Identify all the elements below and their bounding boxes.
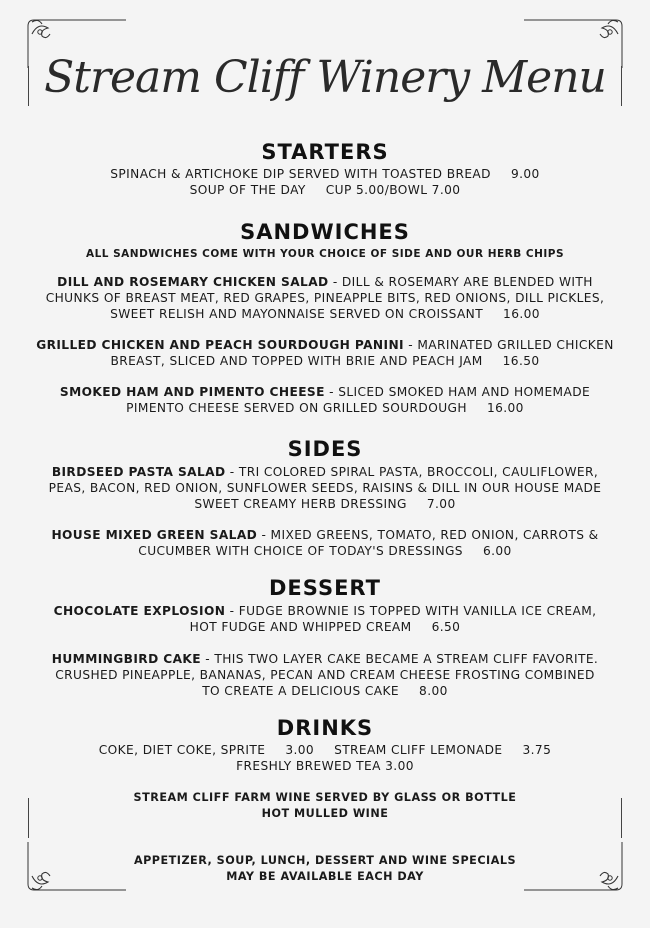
- item-desc: - DILL & ROSEMARY ARE BLENDED WITH: [328, 275, 593, 289]
- item-name: BIRDSEED PASTA SALAD: [51, 465, 226, 479]
- item-price: 8.00: [419, 684, 448, 698]
- starter-item: [20, 182, 630, 198]
- sandwich-item: [20, 337, 630, 353]
- drink-items: [20, 742, 630, 758]
- item-desc: - FUDGE BROWNIE IS TOPPED WITH VANILLA ICE CREAM,: [225, 604, 597, 618]
- item-name: HOUSE MIXED GREEN SALAD: [51, 528, 258, 542]
- item-name: SPINACH & ARTICHOKE DIP SERVED WITH TOASTED BREAD: [110, 167, 491, 181]
- item-name: FRESHLY BREWED TEA: [236, 759, 381, 773]
- item-name: DILL AND ROSEMARY CHICKEN SALAD: [57, 275, 329, 289]
- item-desc-line: CHUNKS OF BREAST MEAT, RED GRAPES, PINEAPPLE BITS, RED ONIONS, DILL PICKLES,: [45, 291, 605, 305]
- item-price: 3.00: [285, 743, 315, 757]
- dessert-item: [20, 651, 630, 667]
- dessert-item: [20, 603, 630, 619]
- item-desc-line: [20, 496, 630, 512]
- item-desc-line: [20, 306, 630, 322]
- item-desc: PIMENTO CHEESE SERVED ON GRILLED SOURDOUGH: [126, 401, 467, 415]
- item-price: 16.50: [502, 354, 540, 368]
- item-name: SOUP OF THE DAY: [189, 183, 306, 197]
- sandwiches-note: ALL SANDWICHES COME WITH YOUR CHOICE OF SIDE AND OUR HERB CHIPS: [85, 248, 565, 260]
- drink-items: [20, 758, 630, 774]
- item-desc: - MIXED GREENS, TOMATO, RED ONION, CARROTS &: [257, 528, 599, 542]
- section-heading-sandwiches: SANDWICHES: [240, 220, 410, 244]
- item-price: 16.00: [486, 401, 524, 415]
- sandwich-item: [20, 274, 630, 290]
- item-desc: HOT FUDGE AND WHIPPED CREAM: [189, 620, 412, 634]
- item-desc: - SLICED SMOKED HAM AND HOMEMADE: [324, 385, 591, 399]
- footer-specials: MAY BE AVAILABLE EACH DAY: [226, 870, 424, 883]
- item-price: 9.00: [510, 167, 540, 181]
- section-heading-starters: STARTERS: [261, 140, 389, 164]
- item-name: COKE, DIET COKE, SPRITE: [98, 743, 266, 757]
- item-desc: CUCUMBER WITH CHOICE OF TODAY'S DRESSINGS: [138, 544, 463, 558]
- item-price: 7.00: [426, 497, 456, 511]
- section-heading-dessert: DESSERT: [269, 576, 381, 600]
- item-name: HUMMINGBIRD CAKE: [51, 652, 201, 666]
- wine-line: HOT MULLED WINE: [261, 807, 389, 820]
- item-name: STREAM CLIFF LEMONADE: [334, 743, 503, 757]
- item-desc-line: [20, 619, 630, 635]
- item-price: 3.75: [522, 743, 552, 757]
- item-desc-line: [20, 683, 630, 699]
- item-price: 6.50: [431, 620, 461, 634]
- item-name: CHOCOLATE EXPLOSION: [53, 604, 226, 618]
- item-desc: TO CREATE A DELICIOUS CAKE: [202, 684, 400, 698]
- item-price: CUP 5.00/BOWL 7.00: [325, 183, 461, 197]
- footer-specials: APPETIZER, SOUP, LUNCH, DESSERT AND WINE SPECIALS: [133, 854, 517, 867]
- sandwich-item: [20, 384, 630, 400]
- item-desc-line: [20, 400, 630, 416]
- section-heading-drinks: DRINKS: [276, 716, 374, 740]
- item-price: 6.00: [482, 544, 512, 558]
- item-desc-line: [20, 543, 630, 559]
- item-desc: SWEET CREAMY HERB DRESSING: [194, 497, 407, 511]
- menu-title: Stream Cliff Winery Menu: [44, 52, 606, 103]
- item-name: GRILLED CHICKEN AND PEACH SOURDOUGH PANINI: [36, 338, 404, 352]
- section-heading-sides: SIDES: [287, 437, 363, 461]
- item-desc-line: CRUSHED PINEAPPLE, BANANAS, PECAN AND CREAM CHEESE FROSTING COMBINED: [55, 668, 595, 682]
- item-price: 16.00: [503, 307, 540, 321]
- item-desc: - TRI COLORED SPIRAL PASTA, BROCCOLI, CAULIFLOWER,: [225, 465, 599, 479]
- item-desc-line: [20, 353, 630, 369]
- side-item: [20, 527, 630, 543]
- item-desc-line: PEAS, BACON, RED ONION, SUNFLOWER SEEDS, RAISINS & DILL IN OUR HOUSE MADE: [48, 481, 602, 495]
- side-item: [20, 464, 630, 480]
- wine-line: STREAM CLIFF FARM WINE SERVED BY GLASS OR BOTTLE: [133, 791, 517, 804]
- item-name: SMOKED HAM AND PIMENTO CHEESE: [59, 385, 325, 399]
- item-desc: - THIS TWO LAYER CAKE BECAME A STREAM CLIFF FAVORITE.: [201, 652, 599, 666]
- item-desc: SWEET RELISH AND MAYONNAISE SERVED ON CROISSANT: [110, 307, 484, 321]
- item-desc: - MARINATED GRILLED CHICKEN: [403, 338, 614, 352]
- starter-item: [20, 166, 630, 182]
- item-price: 3.00: [385, 759, 414, 773]
- item-desc: BREAST, SLICED AND TOPPED WITH BRIE AND PEACH JAM: [110, 354, 483, 368]
